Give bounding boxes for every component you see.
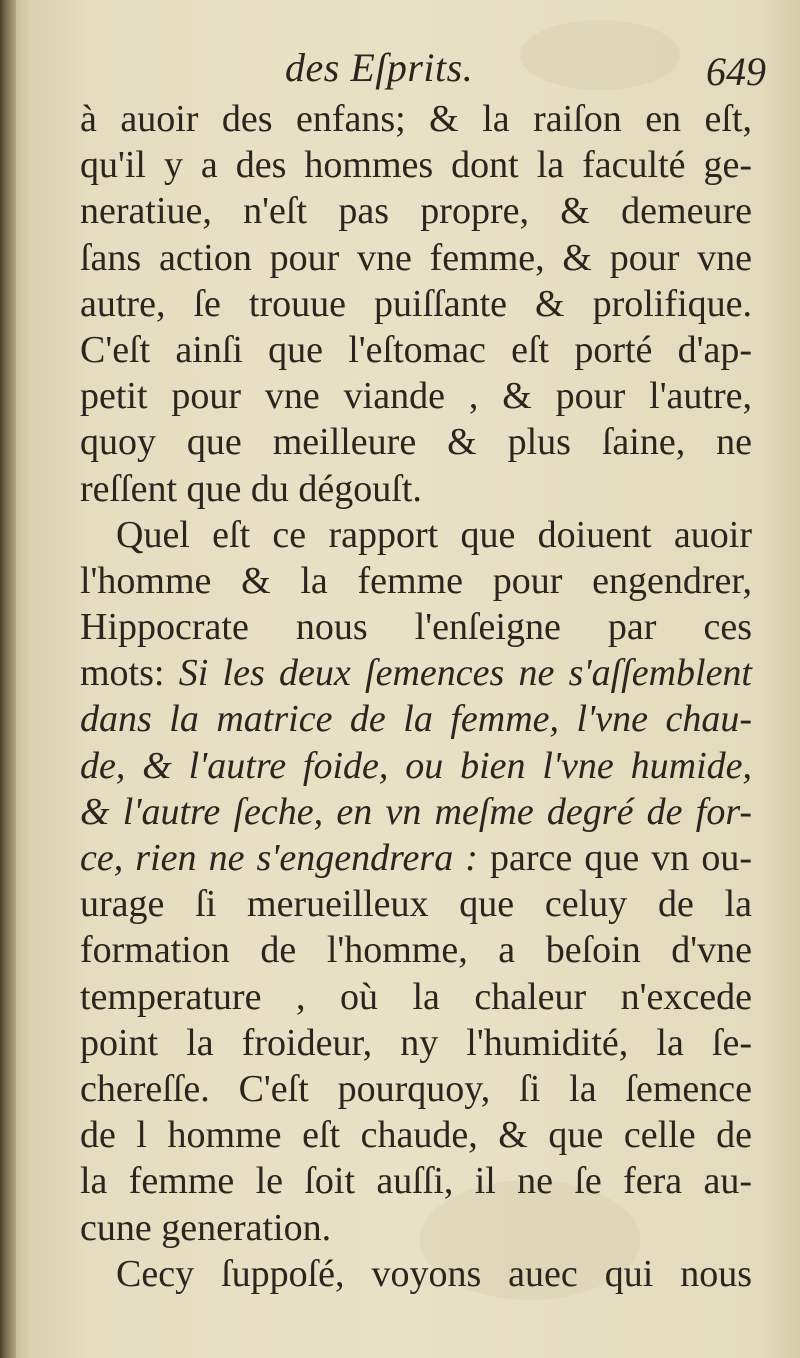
text-line: [80, 1020, 752, 1066]
text-line: [80, 1251, 752, 1297]
text-line: [80, 558, 752, 604]
line-text: cune generation.: [80, 1206, 332, 1249]
page-number: 649: [706, 49, 766, 94]
line-text: quoy que meilleure & plus ſaine, ne: [80, 421, 752, 464]
italic-quotation-text: Si les deux ſemences ne s'aſſemblent: [178, 652, 752, 695]
text-line: [80, 835, 752, 881]
text-line: [80, 1158, 752, 1204]
text-line: [80, 281, 752, 327]
italic-quotation-text: de, & l'autre foide, ou bien l'vne humide,: [80, 744, 752, 787]
line-text: temperature , où la chaleur n'excede: [80, 975, 752, 1018]
italic-quotation-text: ce, rien ne s'engendrera :: [80, 837, 490, 879]
body-text: [80, 96, 752, 1297]
line-text: formation de l'homme, a beſoin d'vne: [80, 929, 752, 972]
line-text: autre, ſe trouue puiſſante & prolifique.: [80, 282, 752, 325]
text-line: [80, 974, 752, 1020]
text-line: [80, 1066, 752, 1112]
line-text: reſſent que du dégouſt.: [80, 467, 422, 510]
line-text: mots:: [80, 652, 179, 695]
text-line: [80, 1112, 752, 1158]
line-text: la femme le ſoit auſſi, il ne ſe fera au-: [80, 1160, 752, 1203]
text-line: [80, 1205, 752, 1251]
text-line: [80, 696, 752, 742]
italic-quotation-text: & l'autre ſeche, en vn meſme degré de for-: [80, 790, 752, 833]
text-line: [80, 188, 752, 234]
text-line: [80, 419, 752, 465]
line-text: qu'il y a des hommes dont la faculté ge-: [80, 144, 752, 187]
text-line: [80, 512, 752, 558]
text-line: [80, 235, 752, 281]
line-text: parce que vn ou-: [490, 837, 752, 879]
text-line: [80, 743, 752, 789]
line-text: ſans action pour vne femme, & pour vne: [80, 236, 752, 279]
line-text: C'eſt ainſi que l'eſtomac eſt porté d'ap-: [80, 328, 752, 371]
text-line: [80, 927, 752, 973]
line-text: à auoir des enfans; & la raiſon en eſt,: [80, 98, 752, 140]
line-text: chereſſe. C'eſt pourquoy, ſi la ſemence: [80, 1067, 752, 1110]
page-gutter-shadow: [0, 0, 16, 1358]
text-line: [80, 789, 752, 835]
text-line: [80, 466, 752, 512]
text-line: [80, 327, 752, 373]
text-line: [80, 96, 752, 142]
line-text: Hippocrate nous l'enſeigne par ces: [80, 606, 752, 649]
line-text: point la froideur, ny l'humidité, la ſe-: [80, 1021, 752, 1064]
line-text: Cecy ſuppoſé, voyons auec qui nous: [116, 1252, 752, 1295]
italic-quotation-text: dans la matrice de la femme, l'vne chau-: [80, 698, 752, 741]
running-title: des Eſprits.: [285, 45, 474, 90]
text-line: [80, 604, 752, 650]
line-text: Quel eſt ce rapport que doiuent auoir: [116, 513, 752, 556]
line-text: l'homme & la femme pour engendrer,: [80, 559, 752, 602]
line-text: de l homme eſt chaude, & que celle de: [80, 1114, 752, 1157]
text-line: [80, 142, 752, 188]
text-line: [80, 650, 752, 696]
text-line: [80, 881, 752, 927]
line-text: petit pour vne viande , & pour l'autre,: [80, 375, 752, 418]
line-text: neratiue, n'eſt pas propre, & demeure: [80, 190, 752, 233]
line-text: urage ſi merueilleux que celuy de la: [80, 883, 752, 926]
text-line: [80, 373, 752, 419]
